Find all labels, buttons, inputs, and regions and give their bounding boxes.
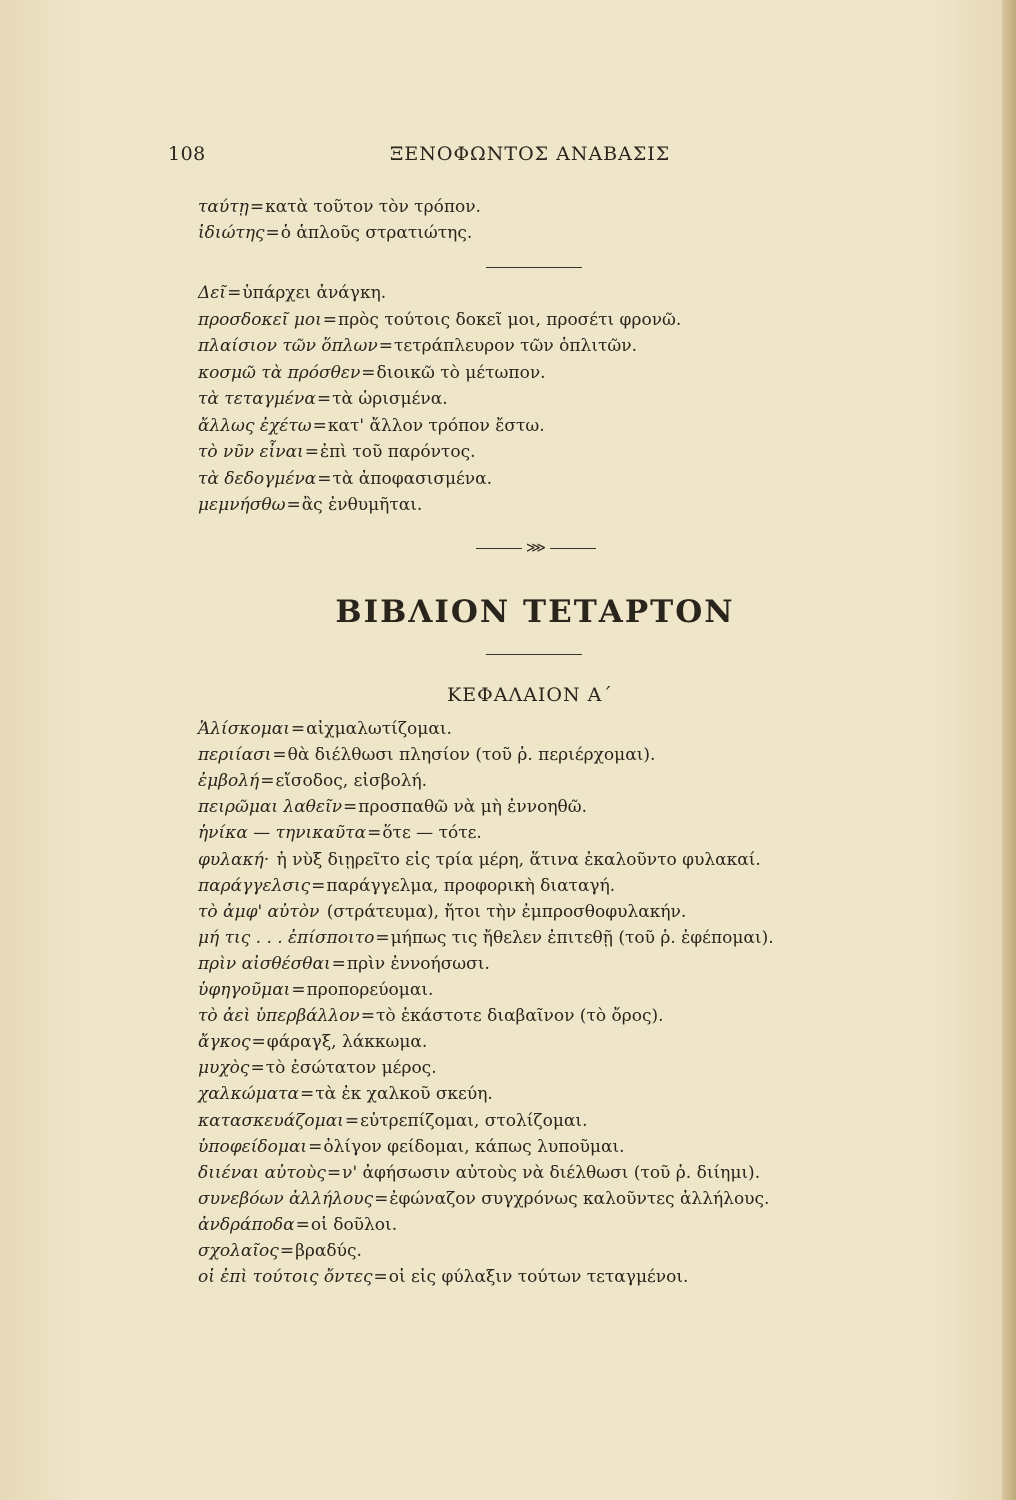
glossary-entry: [198, 1057, 918, 1080]
entry-lemma: ἄγκος: [198, 1032, 251, 1053]
entry-gloss: εὐτρεπίζομαι, στολίζομαι.: [360, 1110, 588, 1131]
entry-gloss: τὸ ἐσώτατον μέρος.: [265, 1058, 437, 1079]
book-title: ΒΙΒΛΙΟΝ ΤΕΤΑΡΤΟΝ: [335, 594, 735, 630]
entry-separator: =: [308, 1136, 323, 1157]
entry-gloss: προπορεύομαι.: [306, 980, 434, 1000]
entry-gloss: θὰ διέλθωσι πλησίον (τοῦ ῥ. περιέρχομαι).: [287, 745, 656, 766]
entry-separator: =: [331, 953, 346, 974]
entry-lemma: ταύτῃ: [198, 197, 249, 217]
glossary-entry: [198, 1005, 918, 1028]
entry-separator: =: [361, 362, 376, 383]
ornament-divider: ⋙: [456, 540, 616, 556]
entry-gloss: ὅτε — τότε.: [382, 823, 482, 844]
entry-lemma: τὰ δεδογμένα: [198, 468, 317, 489]
page-edge: [1002, 0, 1016, 1500]
chapter-title: ΚΕΦΑΛΑΙΟΝ Α΄: [447, 684, 613, 706]
glossary-entry: [198, 822, 918, 845]
entry-gloss: οἱ δοῦλοι.: [310, 1214, 398, 1235]
entry-gloss: κατὰ τοῦτον τὸν τρόπον.: [265, 197, 481, 217]
entry-lemma: περιίασι: [198, 745, 272, 766]
glossary-entry: [198, 388, 918, 411]
entry-separator: =: [312, 415, 327, 436]
entry-lemma: πρὶν αἰσθέσθαι: [198, 953, 331, 974]
entry-separator: =: [227, 283, 242, 303]
entry-gloss: ἡ νὺξ διῃρεῖτο εἰς τρία μέρη, ἅτινα ἐκαλοῦντο φυλακαί.: [276, 849, 761, 870]
entry-separator: =: [250, 1058, 265, 1079]
glossary-entry: [198, 770, 918, 793]
entry-separator: =: [343, 797, 358, 818]
entry-separator: =: [316, 389, 332, 409]
entry-gloss: ὑπάρχει ἀνάγκη.: [242, 283, 387, 303]
glossary-entry: [198, 875, 918, 898]
entry-gloss: (στράτευμα), ἤτοι τὴν ἐμπροσθοφυλακήν.: [326, 901, 687, 922]
entry-lemma: τὸ νῦν εἶναι: [198, 442, 304, 462]
entry-separator: =: [344, 1110, 360, 1131]
entry-lemma: πλαίσιον τῶν ὅπλων: [198, 336, 378, 356]
entry-separator: =: [299, 1084, 315, 1105]
entry-separator: =: [286, 495, 301, 515]
glossary-entry: [198, 196, 918, 219]
entry-separator: =: [360, 1006, 376, 1027]
entry-gloss: μήπως τις ἤθελεν ἐπιτεθῇ (τοῦ ῥ. ἐφέπομαι).: [390, 927, 774, 948]
entry-separator: =: [272, 745, 287, 766]
entry-separator: [270, 850, 275, 870]
entry-separator: =: [367, 823, 382, 844]
entry-gloss: εἴσοδος, εἰσβολή.: [275, 771, 428, 792]
entry-gloss: ἐφώναζον συγχρόνως καλοῦντες ἀλλήλους.: [389, 1188, 770, 1209]
title-divider: [486, 654, 582, 655]
entry-gloss: ν' ἀφήσωσιν αὐτοὺς νὰ διέλθωσι (τοῦ ῥ. διίημι).: [342, 1162, 761, 1183]
glossary-entry: [198, 849, 918, 872]
glossary-entry: [198, 1110, 918, 1133]
entry-gloss: παράγγελμα, προφορικὴ διαταγή.: [326, 875, 616, 896]
entry-gloss: τὰ ἐκ χαλκοῦ σκεύη.: [315, 1084, 493, 1105]
entry-lemma: ὑποφείδομαι: [198, 1136, 308, 1157]
entry-separator: =: [279, 1241, 295, 1261]
glossary-entry: [198, 718, 918, 741]
entry-gloss: κατ' ἄλλον τρόπον ἔστω.: [327, 415, 545, 436]
entry-lemma: ἄλλως ἐχέτω: [198, 415, 312, 436]
entry-lemma: τὸ ἀμφ' αὐτὸν: [198, 901, 320, 922]
entry-gloss: προσπαθῶ νὰ μὴ ἐννοηθῶ.: [358, 797, 588, 818]
glossary-entry: [198, 1136, 918, 1159]
entry-lemma: μυχὸς: [198, 1058, 250, 1079]
glossary-entry: [198, 1214, 918, 1237]
entry-gloss: πρὸς τούτοις δοκεῖ μοι, προσέτι φρονῶ.: [338, 309, 682, 330]
entry-separator: =: [311, 875, 326, 896]
entry-lemma: χαλκώματα: [198, 1084, 299, 1105]
entry-gloss: φάραγξ, λάκκωμα.: [266, 1032, 428, 1053]
glossary-entry: [198, 441, 918, 464]
entry-separator: =: [374, 1188, 389, 1209]
running-title: ΞΕΝΟΦΩΝΤΟΣ ΑΝΑΒΑΣΙΣ: [390, 143, 671, 165]
entry-separator: =: [378, 336, 393, 356]
entry-lemma: οἱ ἐπὶ τούτοις ὄντες: [198, 1267, 373, 1288]
glossary-entry: [198, 282, 918, 305]
glossary-entry: [198, 1240, 918, 1263]
glossary-entry: [198, 1188, 918, 1211]
glossary-entry: [198, 362, 918, 385]
entry-gloss: οἱ εἰς φύλαξιν τούτων τεταγμένοι.: [388, 1267, 689, 1288]
glossary-entry: [198, 494, 918, 517]
glossary-entry: [198, 927, 918, 950]
entry-gloss: ἂς ἐνθυμῆται.: [301, 495, 423, 515]
entry-lemma: Δεῖ: [198, 283, 227, 303]
entry-lemma: φυλακή·: [198, 849, 270, 870]
entry-gloss: ἐπὶ τοῦ παρόντος.: [319, 442, 476, 462]
entry-separator: =: [326, 1162, 342, 1183]
entry-gloss: διοικῶ τὸ μέτωπον.: [376, 362, 546, 383]
entry-lemma: συνεβόων ἀλλήλους: [198, 1188, 374, 1209]
glossary-entry: [198, 1162, 918, 1185]
entry-lemma: μή τις . . . ἐπίσποιτο: [198, 927, 375, 948]
entry-separator: =: [260, 771, 275, 792]
entry-separator: =: [317, 468, 332, 489]
entry-separator: =: [322, 309, 338, 330]
entry-gloss: τετράπλευρον τῶν ὁπλιτῶν.: [393, 336, 637, 356]
entry-separator: =: [290, 719, 306, 739]
entry-gloss: πρὶν ἐννοήσωσι.: [346, 953, 490, 974]
page-number: 108: [168, 143, 206, 165]
entry-separator: =: [373, 1267, 388, 1288]
entry-separator: =: [375, 927, 390, 948]
entry-separator: =: [249, 197, 265, 217]
glossary-entry: [198, 335, 918, 358]
glossary-entry: [198, 1083, 918, 1106]
glossary-entry: [198, 1266, 918, 1289]
entry-lemma: τὰ τεταγμένα: [198, 389, 316, 409]
entry-lemma: κατασκευάζομαι: [198, 1110, 344, 1131]
entry-separator: [320, 902, 325, 922]
entry-lemma: ἐμβολή: [198, 771, 260, 792]
entry-gloss: τὸ ἑκάστοτε διαβαῖνον (τὸ ὄρος).: [376, 1006, 664, 1027]
entry-lemma: πειρῶμαι λαθεῖν: [198, 797, 343, 818]
entry-gloss: ὀλίγον φείδομαι, κάπως λυποῦμαι.: [323, 1136, 625, 1157]
entry-lemma: σχολαῖος: [198, 1241, 279, 1261]
glossary-entry: [198, 979, 918, 1002]
glossary-entry: [198, 901, 918, 924]
entry-lemma: τὸ ἀεὶ ὑπερβάλλον: [198, 1006, 360, 1027]
entry-lemma: ἡνίκα — τηνικαῦτα: [198, 823, 367, 844]
glossary-entry: [198, 468, 918, 491]
glossary-entry: [198, 796, 918, 819]
entry-separator: =: [251, 1032, 266, 1053]
entry-lemma: ἀνδράποδα: [198, 1214, 295, 1235]
entry-gloss: αἰχμαλωτίζομαι.: [306, 719, 452, 739]
glossary-entry: [198, 222, 918, 245]
glossary-entry: [198, 1031, 918, 1054]
entry-lemma: κοσμῶ τὰ πρόσθεν: [198, 362, 361, 383]
running-header: [168, 143, 888, 167]
entry-separator: =: [295, 1214, 310, 1235]
entry-lemma: προσδοκεῖ μοι: [198, 309, 322, 330]
glossary-entry: [198, 953, 918, 976]
glossary-entry: [198, 744, 918, 767]
entry-gloss: τὰ ὡρισμένα.: [332, 389, 448, 409]
entry-lemma: διιέναι αὐτοὺς: [198, 1162, 326, 1183]
entry-gloss: τὰ ἀποφασισμένα.: [332, 468, 493, 489]
section-divider: [486, 267, 582, 268]
entry-lemma: ὑφηγοῦμαι: [198, 980, 291, 1000]
entry-separator: =: [291, 980, 306, 1000]
glossary-entry: [198, 415, 918, 438]
entry-lemma: παράγγελσις: [198, 875, 311, 896]
glossary-entry: [198, 309, 918, 332]
entry-lemma: Ἁλίσκομαι: [198, 719, 290, 739]
entry-gloss: ὁ ἁπλοῦς στρατιώτης.: [280, 223, 473, 243]
entry-gloss: βραδύς.: [295, 1241, 362, 1261]
entry-separator: =: [265, 223, 280, 243]
entry-separator: =: [304, 442, 319, 462]
entry-lemma: μεμνήσθω: [198, 495, 286, 515]
entry-lemma: ἰδιώτης: [198, 223, 265, 243]
